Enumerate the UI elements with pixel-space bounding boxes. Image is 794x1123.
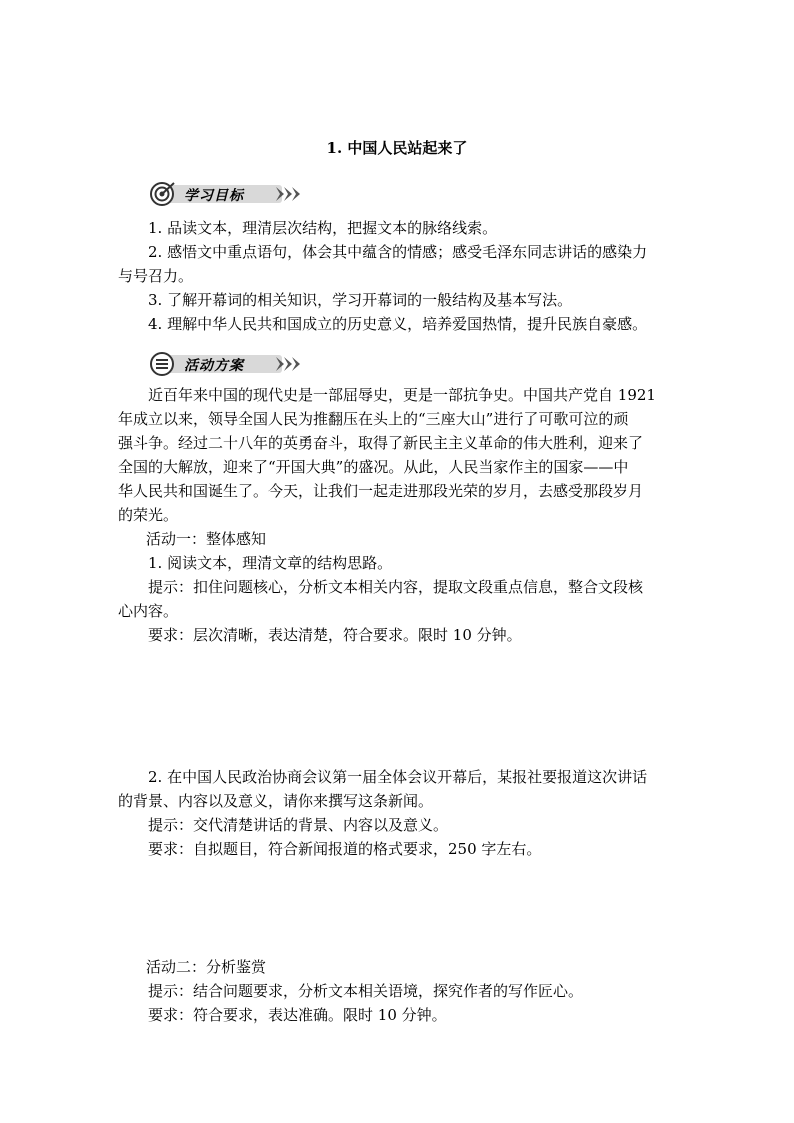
section-banner-plan	[148, 352, 308, 376]
intro-line: 的荣光。	[118, 506, 179, 524]
task1-line: 提示：扣住问题核心，分析文本相关内容，提取文段重点信息，整合文段核	[148, 578, 644, 596]
section-heading-plan: 活动方案	[184, 358, 244, 374]
goals-list	[118, 216, 678, 336]
intro-line: 全国的大解放，迎来了“开国大典”的盛况。从此，人民当家作主的国家——中	[118, 458, 629, 476]
intro-line: 近百年来中国的现代史是一部屈辱史，更是一部抗争史。中国共产党自 1921	[148, 386, 656, 404]
task2-line: 2. 在中国人民政治协商会议第一届全体会议开幕后，某报社要报道这次讲话	[148, 768, 648, 786]
plan-intro	[118, 383, 678, 647]
task1-line: 心内容。	[118, 602, 179, 620]
task1-line: 1. 阅读文本，理清文章的结构思路。	[148, 554, 393, 572]
task2-block	[118, 765, 678, 861]
task2-line: 的背景、内容以及意义，请你来撰写这条新闻。	[118, 792, 434, 810]
intro-line: 强斗争。经过二十八年的英勇奋斗，取得了新民主主义革命的伟大胜利，迎来了	[118, 434, 644, 452]
goal-item: 1. 品读文本，理清层次结构，把握文本的脉络线索。	[148, 219, 498, 237]
goal-item: 4. 理解中华人民共和国成立的历史意义，培养爱国热情，提升民族自豪感。	[148, 315, 648, 333]
goal-item: 2. 感悟文中重点语句，体会其中蕴含的情感；感受毛泽东同志讲话的感染力	[148, 243, 648, 261]
intro-line: 年成立以来，领导全国人民为推翻压在头上的“三座大山”进行了可歌可泣的顽	[118, 410, 629, 428]
section-heading-goals: 学习目标	[184, 188, 244, 204]
task1-line: 要求：层次清晰，表达清楚，符合要求。限时 10 分钟。	[148, 626, 522, 644]
activity1-heading: 活动一：整体感知	[146, 530, 267, 548]
goal-item-continued: 与号召力。	[118, 267, 194, 285]
goal-item: 3. 了解开幕词的相关知识，学习开幕词的一般结构及基本写法。	[148, 291, 573, 309]
intro-line: 华人民共和国诞生了。今天，让我们一起走进那段光荣的岁月，去感受那段岁月	[118, 482, 644, 500]
activity2-line: 提示：结合问题要求，分析文本相关语境，探究作者的写作匠心。	[148, 982, 584, 1000]
page-title: 1. 中国人民站起来了	[326, 139, 468, 157]
activity2-heading: 活动二：分析鉴赏	[146, 958, 267, 976]
section-banner-goals	[148, 182, 308, 206]
activity2-line: 要求：符合要求，表达准确。限时 10 分钟。	[148, 1006, 447, 1024]
task2-line: 提示：交代清楚讲话的背景、内容以及意义。	[148, 816, 449, 834]
task2-line: 要求：自拟题目，符合新闻报道的格式要求，250 字左右。	[148, 840, 542, 858]
activity2-block	[118, 955, 678, 1027]
